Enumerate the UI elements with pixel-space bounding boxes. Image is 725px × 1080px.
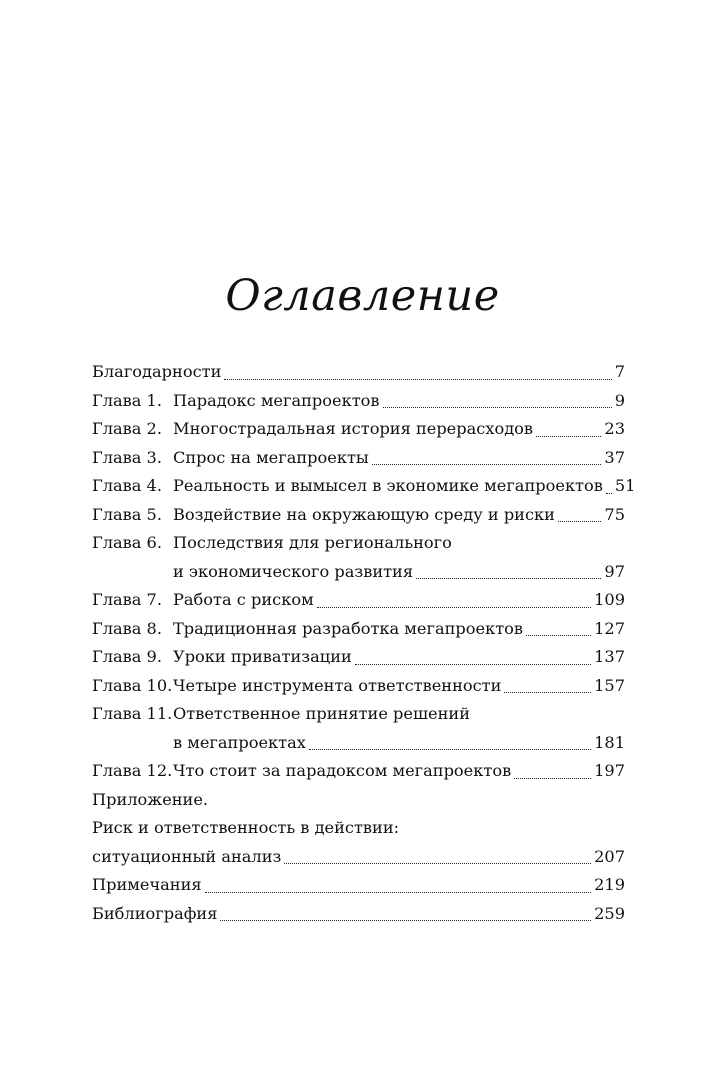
dot-leader [372,464,602,465]
dot-leader [317,607,591,608]
toc-entry-title: Примечания [92,875,202,894]
toc-page-number: 97 [604,561,625,581]
toc-entry-notes[interactable] [92,871,625,900]
toc-page-number: 23 [604,419,625,438]
toc-entry-title: Уроки приватизации [173,647,352,666]
toc-page-number: 109 [594,590,625,609]
toc-entry-chapter-5[interactable] [92,501,625,530]
toc-entry-title: Традиционная разработка мегапроектов [173,618,524,638]
chapter-number: Глава 5. [92,504,163,524]
toc-page-number: 181 [594,732,625,752]
toc-entry-title: Парадокс мегапроектов [173,390,380,410]
dot-leader [309,749,591,750]
toc-entry-title: Реальность и вымысел в экономике мегапроектов [173,476,603,495]
chapter-number: Глава 11. [92,704,173,723]
toc-entry-chapter-7[interactable] [92,586,625,615]
dot-leader [205,892,592,893]
toc-entry-title-line-3: ситуационный анализ [92,846,282,866]
toc-entry-title-line-2: и экономического развития [173,561,414,581]
chapter-number: Глава 7. [92,590,163,609]
toc-page-number: 157 [594,675,625,695]
toc-page-number: 7 [614,362,625,381]
chapter-number: Глава 10. [92,675,173,695]
toc-page-number: 51 [614,476,636,495]
toc-page-number: 197 [594,761,625,780]
dot-leader [536,436,601,437]
dot-leader [383,407,612,408]
toc-entry-appendix[interactable] [92,786,625,872]
toc-entry-chapter-3[interactable] [92,444,625,473]
chapter-number: Глава 6. [92,533,163,552]
toc-entry-chapter-11[interactable] [92,700,625,757]
toc-entry-chapter-10[interactable] [92,672,625,701]
chapter-number: Глава 2. [92,419,163,438]
dot-leader [416,578,601,579]
toc-entry-chapter-9[interactable] [92,643,625,672]
toc-page-number: 207 [594,846,625,866]
dot-leader [526,635,591,636]
toc-entry-chapter-6[interactable] [92,529,625,586]
toc-entry-title: Четыре инструмента ответственности [173,675,502,695]
dot-leader [504,692,591,693]
toc-page-number: 37 [604,447,625,467]
toc-entry-title: Спрос на мегапроекты [173,447,369,467]
toc-page-number: 259 [594,903,625,923]
toc-entry-bibliography[interactable] [92,900,625,929]
toc-page-number: 75 [604,504,625,524]
dot-leader [558,521,601,522]
toc-entry-title: Воздействие на окружающую среду и риски [173,504,555,524]
toc-entry-chapter-1[interactable] [92,387,625,416]
toc-entry-title: Многострадальная история перерасходов [173,419,534,438]
toc-entry-title: Что стоит за парадоксом мегапроектов [173,761,512,780]
page-title: Оглавление [225,270,500,321]
dot-leader [355,664,591,665]
toc-entry-title-line-1: Последствия для регионального [173,533,452,552]
toc-page-number: 137 [594,647,625,666]
dot-leader [224,379,611,380]
chapter-number: Глава 8. [92,618,163,638]
toc-entry-chapter-12[interactable] [92,757,625,786]
toc-entry-title-line-2: в мегапроектах [173,732,306,752]
chapter-number: Глава 12. [92,761,173,780]
toc-page-number: 219 [594,875,625,894]
toc-entry-title: Работа с риском [173,590,314,609]
toc-entry-title-line-1: Ответственное принятие решений [173,704,470,723]
chapter-number: Глава 4. [92,476,163,495]
toc-page-number: 127 [594,618,625,638]
toc-entry-title: Библиография [92,903,218,923]
toc-entry-chapter-4[interactable] [92,472,636,501]
table-of-contents [92,358,636,928]
chapter-number: Глава 1. [92,390,163,410]
toc-entry-title-line-2: Риск и ответственность в действии: [92,818,400,837]
dot-leader [606,493,612,494]
toc-entry-chapter-8[interactable] [92,615,625,644]
toc-entry-chapter-2[interactable] [92,415,625,444]
chapter-number: Глава 9. [92,647,163,666]
chapter-number: Глава 3. [92,447,163,467]
toc-entry-title-line-1: Приложение. [92,789,209,809]
dot-leader [514,778,591,779]
toc-page-number: 9 [614,390,625,410]
dot-leader [220,920,591,921]
toc-entry-acknowledgements[interactable] [92,358,625,387]
dot-leader [284,863,591,864]
toc-entry-title: Благодарности [92,362,222,381]
